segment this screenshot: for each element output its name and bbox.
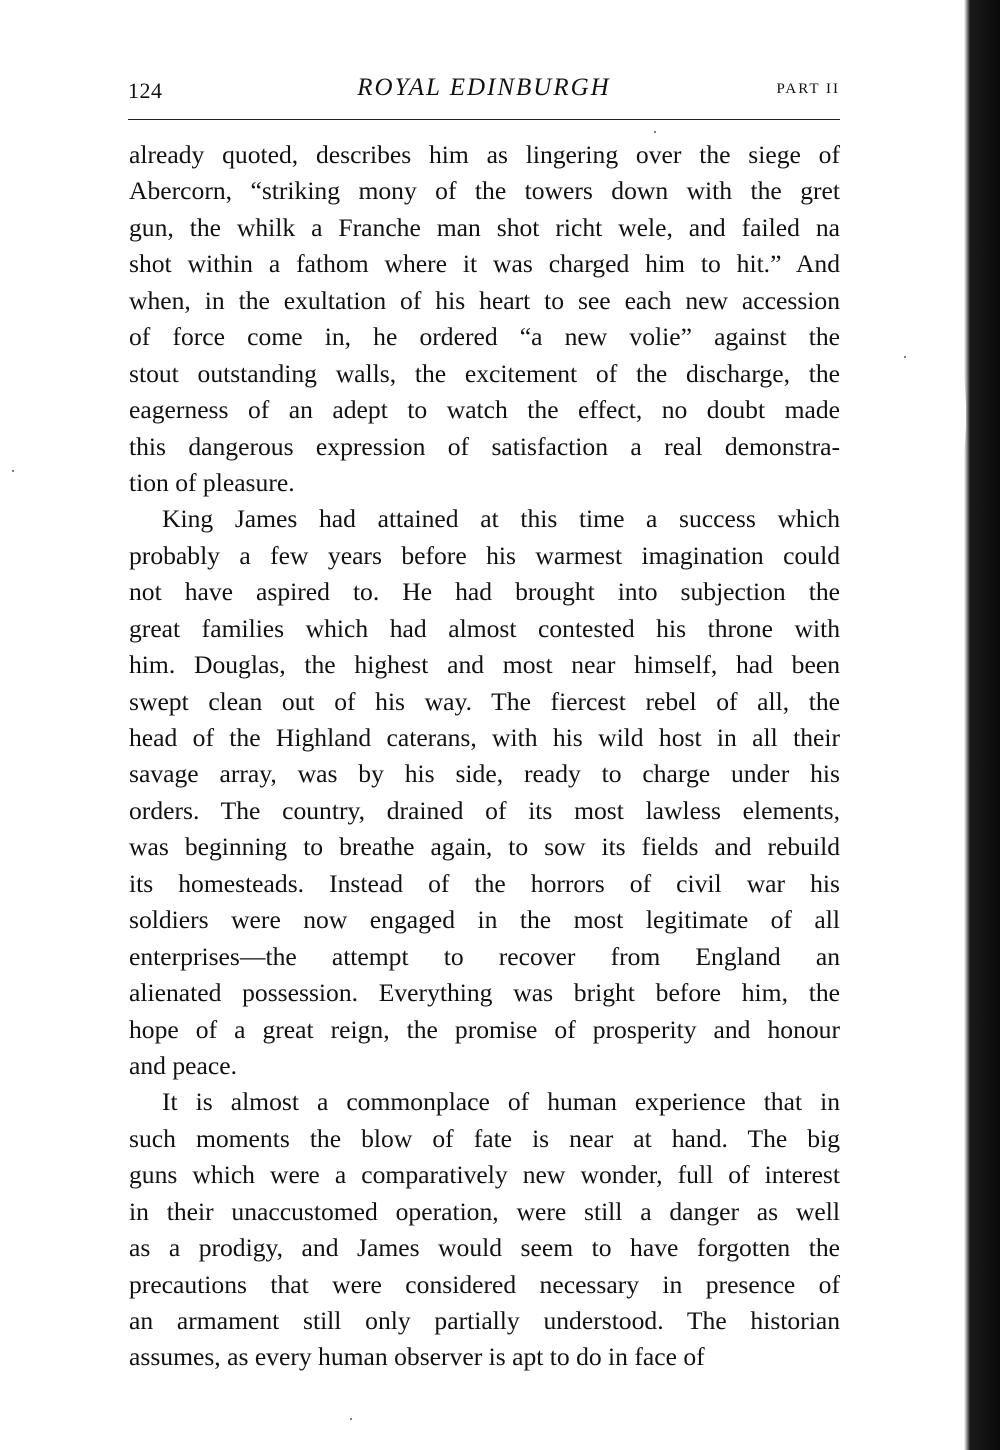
text-line: King James had attained at this time a success which [162,504,840,534]
text-line: assumes, as every human observer is apt to do in face of [129,1342,705,1372]
text-line: stout outstanding walls, the excitement of the discharge, the [129,358,840,388]
text-line: an armament still only partially understood. The historian [129,1306,840,1335]
part-label: PART II [776,81,840,97]
text-line: when, in the exultation of his heart to see each new accession [129,285,840,315]
paragraph [129,1084,840,1376]
text-line: savage array, was by his side, ready to charge under his [129,759,840,789]
header-rule [128,119,840,120]
paragraph [129,501,840,1084]
text-line: tion of pleasure. [129,467,295,497]
text-line: not have aspired to. He had brought into subjection the [129,577,840,607]
scan-binding-edge [958,0,1000,1450]
text-line: him. Douglas, the highest and most near himself, had been [129,650,840,680]
text-line: already quoted, describes him as lingering over the siege of [129,140,840,169]
text-line: probably a few years before his warmest imagination could [129,540,840,570]
scan-speck [904,356,906,358]
text-line: in their unaccustomed operation, were still a danger as well [129,1196,840,1226]
text-line: and peace. [129,1050,237,1080]
running-title: ROYAL EDINBURGH [357,74,611,101]
text-line: such moments the blow of fate is near at hand. The big [129,1123,840,1153]
text-line: alienated possession. Everything was bright before him, the [129,978,840,1008]
text-line: guns which were a comparatively new wonder, full of interest [129,1160,840,1190]
text-line: Abercorn, “striking mony of the towers down with the gret [129,176,840,206]
paragraph [129,137,840,501]
scan-speck [350,1418,352,1420]
text-line: It is almost a commonplace of human experience that in [162,1087,840,1117]
text-line: head of the Highland caterans, with his wild host in all their [129,723,840,752]
text-line: precautions that were considered necessary in presence of [129,1269,840,1299]
scan-speck [654,131,656,133]
text-line: as a prodigy, and James would seem to have forgotten the [129,1233,840,1263]
text-line: swept clean out of his way. The fiercest rebel of all, the [129,686,840,716]
text-line: hope of a great reign, the promise of prosperity and honour [129,1014,840,1044]
body-text [129,137,840,1376]
text-line: its homesteads. Instead of the horrors of civil war his [129,868,840,898]
text-line: was beginning to breathe again, to sow its fields and rebuild [129,832,840,862]
text-line: enterprises—the attempt to recover from England an [129,941,840,971]
text-line: shot within a fathom where it was charged him to hit.” And [129,249,840,279]
text-line: this dangerous expression of satisfaction a real demonstra- [129,431,840,461]
text-line: soldiers were now engaged in the most legitimate of all [129,905,840,935]
text-line: gun, the whilk a Franche man shot richt wele, and failed na [129,212,840,242]
running-head [128,74,840,108]
page-number: 124 [128,78,163,103]
text-line: orders. The country, drained of its most lawless elements, [129,795,840,825]
text-line: great families which had almost contested his throne with [129,613,840,643]
scan-edge-notch [952,360,966,470]
text-line: eagerness of an adept to watch the effect, no doubt made [129,395,840,425]
text-line: of force come in, he ordered “a new volie” against the [129,322,840,352]
scan-speck [12,470,14,472]
